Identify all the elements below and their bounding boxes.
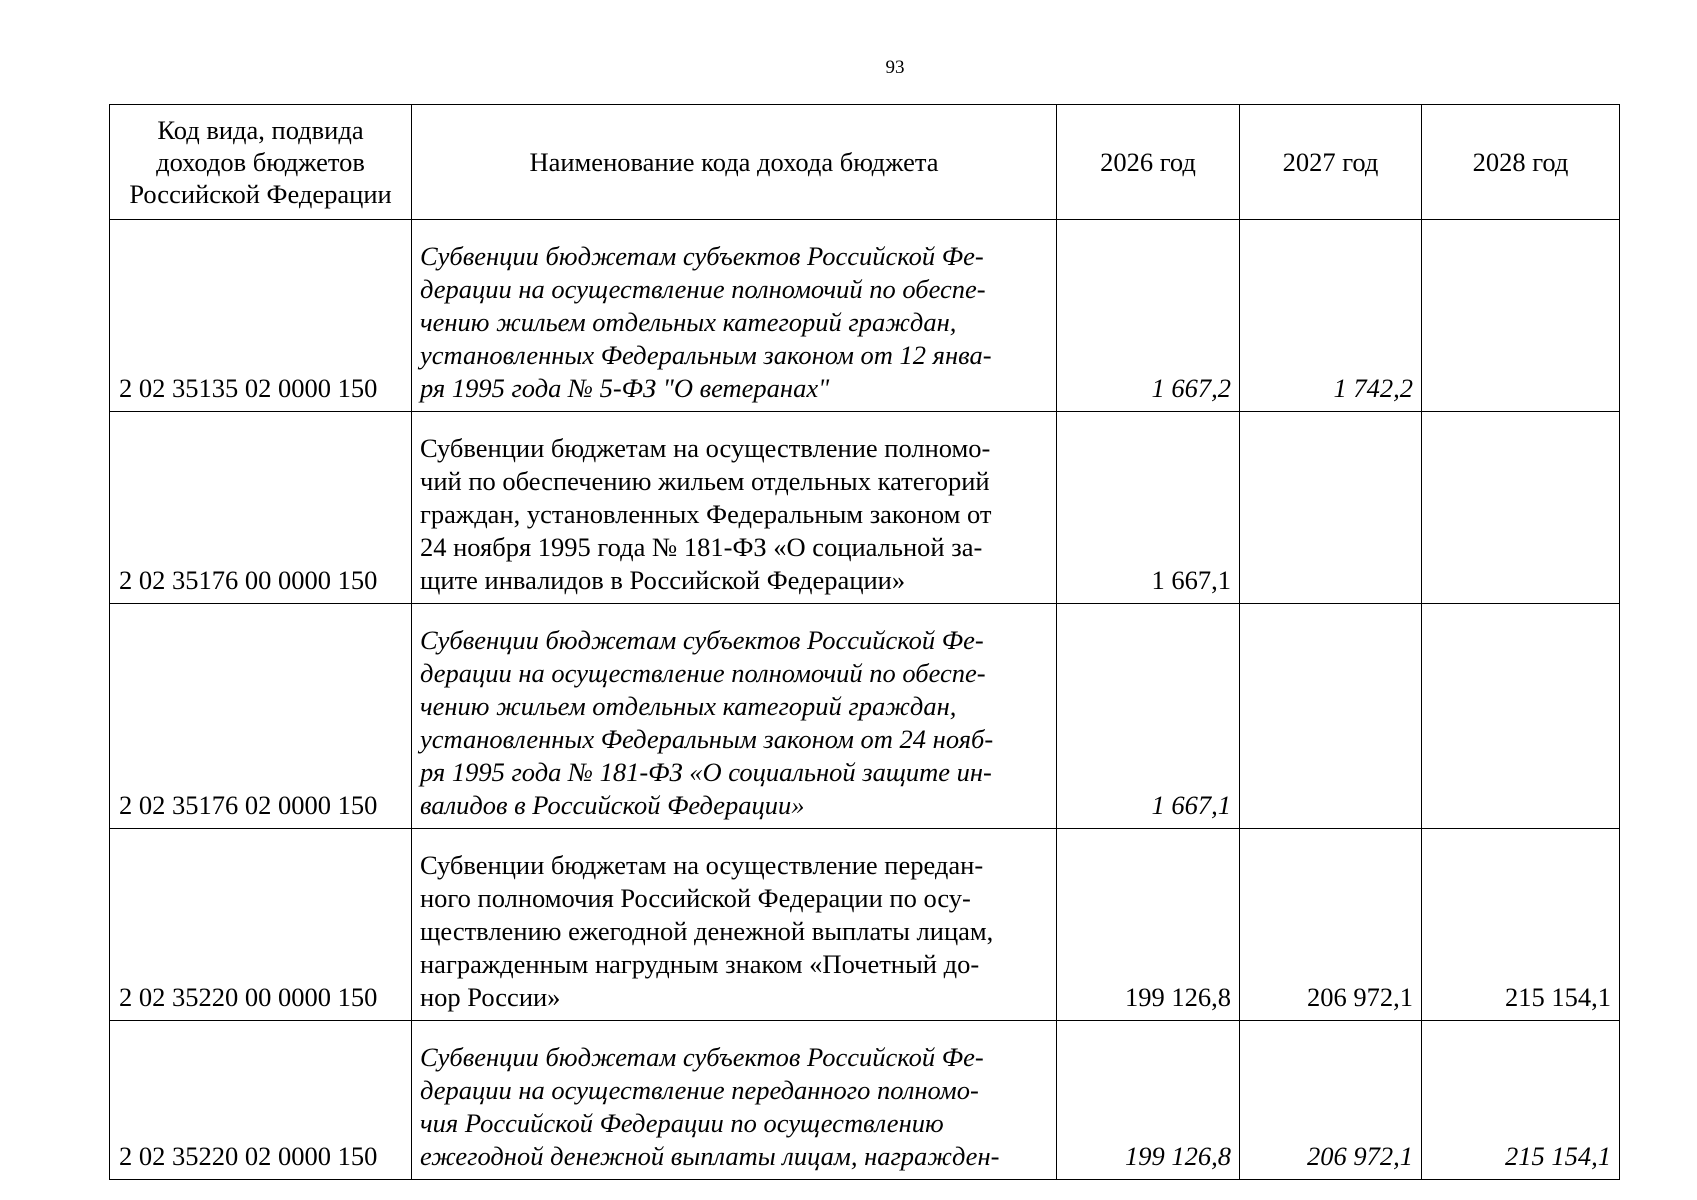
- income-code: 2 02 35176 00 0000 150: [110, 412, 412, 604]
- income-name-line: Субвенции бюджетам на осуществление полномо-: [420, 433, 991, 463]
- income-name: [412, 604, 1057, 829]
- income-name-line: ществлению ежегодной денежной выплаты лицам,: [420, 916, 994, 946]
- amount-2028: 215 154,1: [1422, 829, 1620, 1021]
- income-name-line: Субвенции бюджетам субъектов Российской Фе-: [420, 241, 984, 271]
- header-2027: 2027 год: [1240, 105, 1422, 220]
- amount-2026: 1 667,1: [1057, 604, 1240, 829]
- amount-2027: 206 972,1: [1240, 1021, 1422, 1180]
- income-name-line: чению жильем отдельных категорий граждан,: [420, 307, 957, 337]
- table-header-row: [110, 105, 1620, 220]
- income-name-line: чий по обеспечению жильем отдельных категорий: [420, 466, 990, 496]
- income-code: 2 02 35176 02 0000 150: [110, 604, 412, 829]
- amount-2028: 215 154,1: [1422, 1021, 1620, 1180]
- income-name-line: ежегодной денежной выплаты лицам, награжден-: [420, 1141, 1000, 1171]
- amount-2027: [1240, 412, 1422, 604]
- income-name-line: Субвенции бюджетам на осуществление передан-: [420, 850, 984, 880]
- income-name-line: Субвенции бюджетам субъектов Российской Фе-: [420, 1042, 984, 1072]
- income-name-line: ря 1995 года № 181-ФЗ «О социальной защите ин-: [420, 757, 992, 787]
- income-code: 2 02 35135 02 0000 150: [110, 220, 412, 412]
- amount-2028: [1422, 412, 1620, 604]
- income-code: 2 02 35220 00 0000 150: [110, 829, 412, 1021]
- income-code: 2 02 35220 02 0000 150: [110, 1021, 412, 1180]
- amount-2026: 1 667,1: [1057, 412, 1240, 604]
- income-name-line: валидов в Российской Федерации»: [420, 790, 805, 820]
- income-name-line: ного полномочия Российской Федерации по осу-: [420, 883, 971, 913]
- amount-2028: [1422, 604, 1620, 829]
- income-name-line: дерации на осуществление переданного полномо-: [420, 1075, 979, 1105]
- budget-revenue-table: [109, 104, 1620, 1180]
- table-row: [110, 604, 1620, 829]
- page-number: 93: [885, 57, 905, 78]
- header-code: [110, 105, 412, 220]
- income-name-line: граждан, установленных Федеральным законом от: [420, 499, 992, 529]
- income-name: [412, 829, 1057, 1021]
- amount-2027: 206 972,1: [1240, 829, 1422, 1021]
- header-name: Наименование кода дохода бюджета: [412, 105, 1057, 220]
- income-name-line: чия Российской Федерации по осуществлению: [420, 1108, 944, 1138]
- header-code-line: Код вида, подвида: [157, 115, 364, 145]
- header-2026: 2026 год: [1057, 105, 1240, 220]
- income-name-line: дерации на осуществление полномочий по обеспе-: [420, 658, 986, 688]
- income-name-line: Субвенции бюджетам субъектов Российской Фе-: [420, 625, 984, 655]
- income-name-line: нор России»: [420, 982, 561, 1012]
- header-code-line: Российской Федерации: [129, 179, 392, 209]
- header-2028: 2028 год: [1422, 105, 1620, 220]
- amount-2026: 199 126,8: [1057, 1021, 1240, 1180]
- income-name-line: 24 ноября 1995 года № 181-ФЗ «О социальной за-: [420, 532, 983, 562]
- income-name-line: ря 1995 года № 5-ФЗ "О ветеранах": [420, 373, 830, 403]
- amount-2028: [1422, 220, 1620, 412]
- table-row: [110, 829, 1620, 1021]
- amount-2026: 1 667,2: [1057, 220, 1240, 412]
- amount-2027: 1 742,2: [1240, 220, 1422, 412]
- income-name: [412, 412, 1057, 604]
- amount-2026: 199 126,8: [1057, 829, 1240, 1021]
- income-name: [412, 1021, 1057, 1180]
- income-name-line: дерации на осуществление полномочий по обеспе-: [420, 274, 986, 304]
- income-name-line: чению жильем отдельных категорий граждан,: [420, 691, 957, 721]
- income-name-line: щите инвалидов в Российской Федерации»: [420, 565, 906, 595]
- table-row: [110, 412, 1620, 604]
- header-code-line: доходов бюджетов: [156, 147, 365, 177]
- amount-2027: [1240, 604, 1422, 829]
- table-row: [110, 220, 1620, 412]
- income-name-line: установленных Федеральным законом от 24 нояб-: [420, 724, 994, 754]
- income-name-line: установленных Федеральным законом от 12 янва-: [420, 340, 992, 370]
- table-row: [110, 1021, 1620, 1180]
- income-name-line: награжденным нагрудным знаком «Почетный до-: [420, 949, 980, 979]
- income-name: [412, 220, 1057, 412]
